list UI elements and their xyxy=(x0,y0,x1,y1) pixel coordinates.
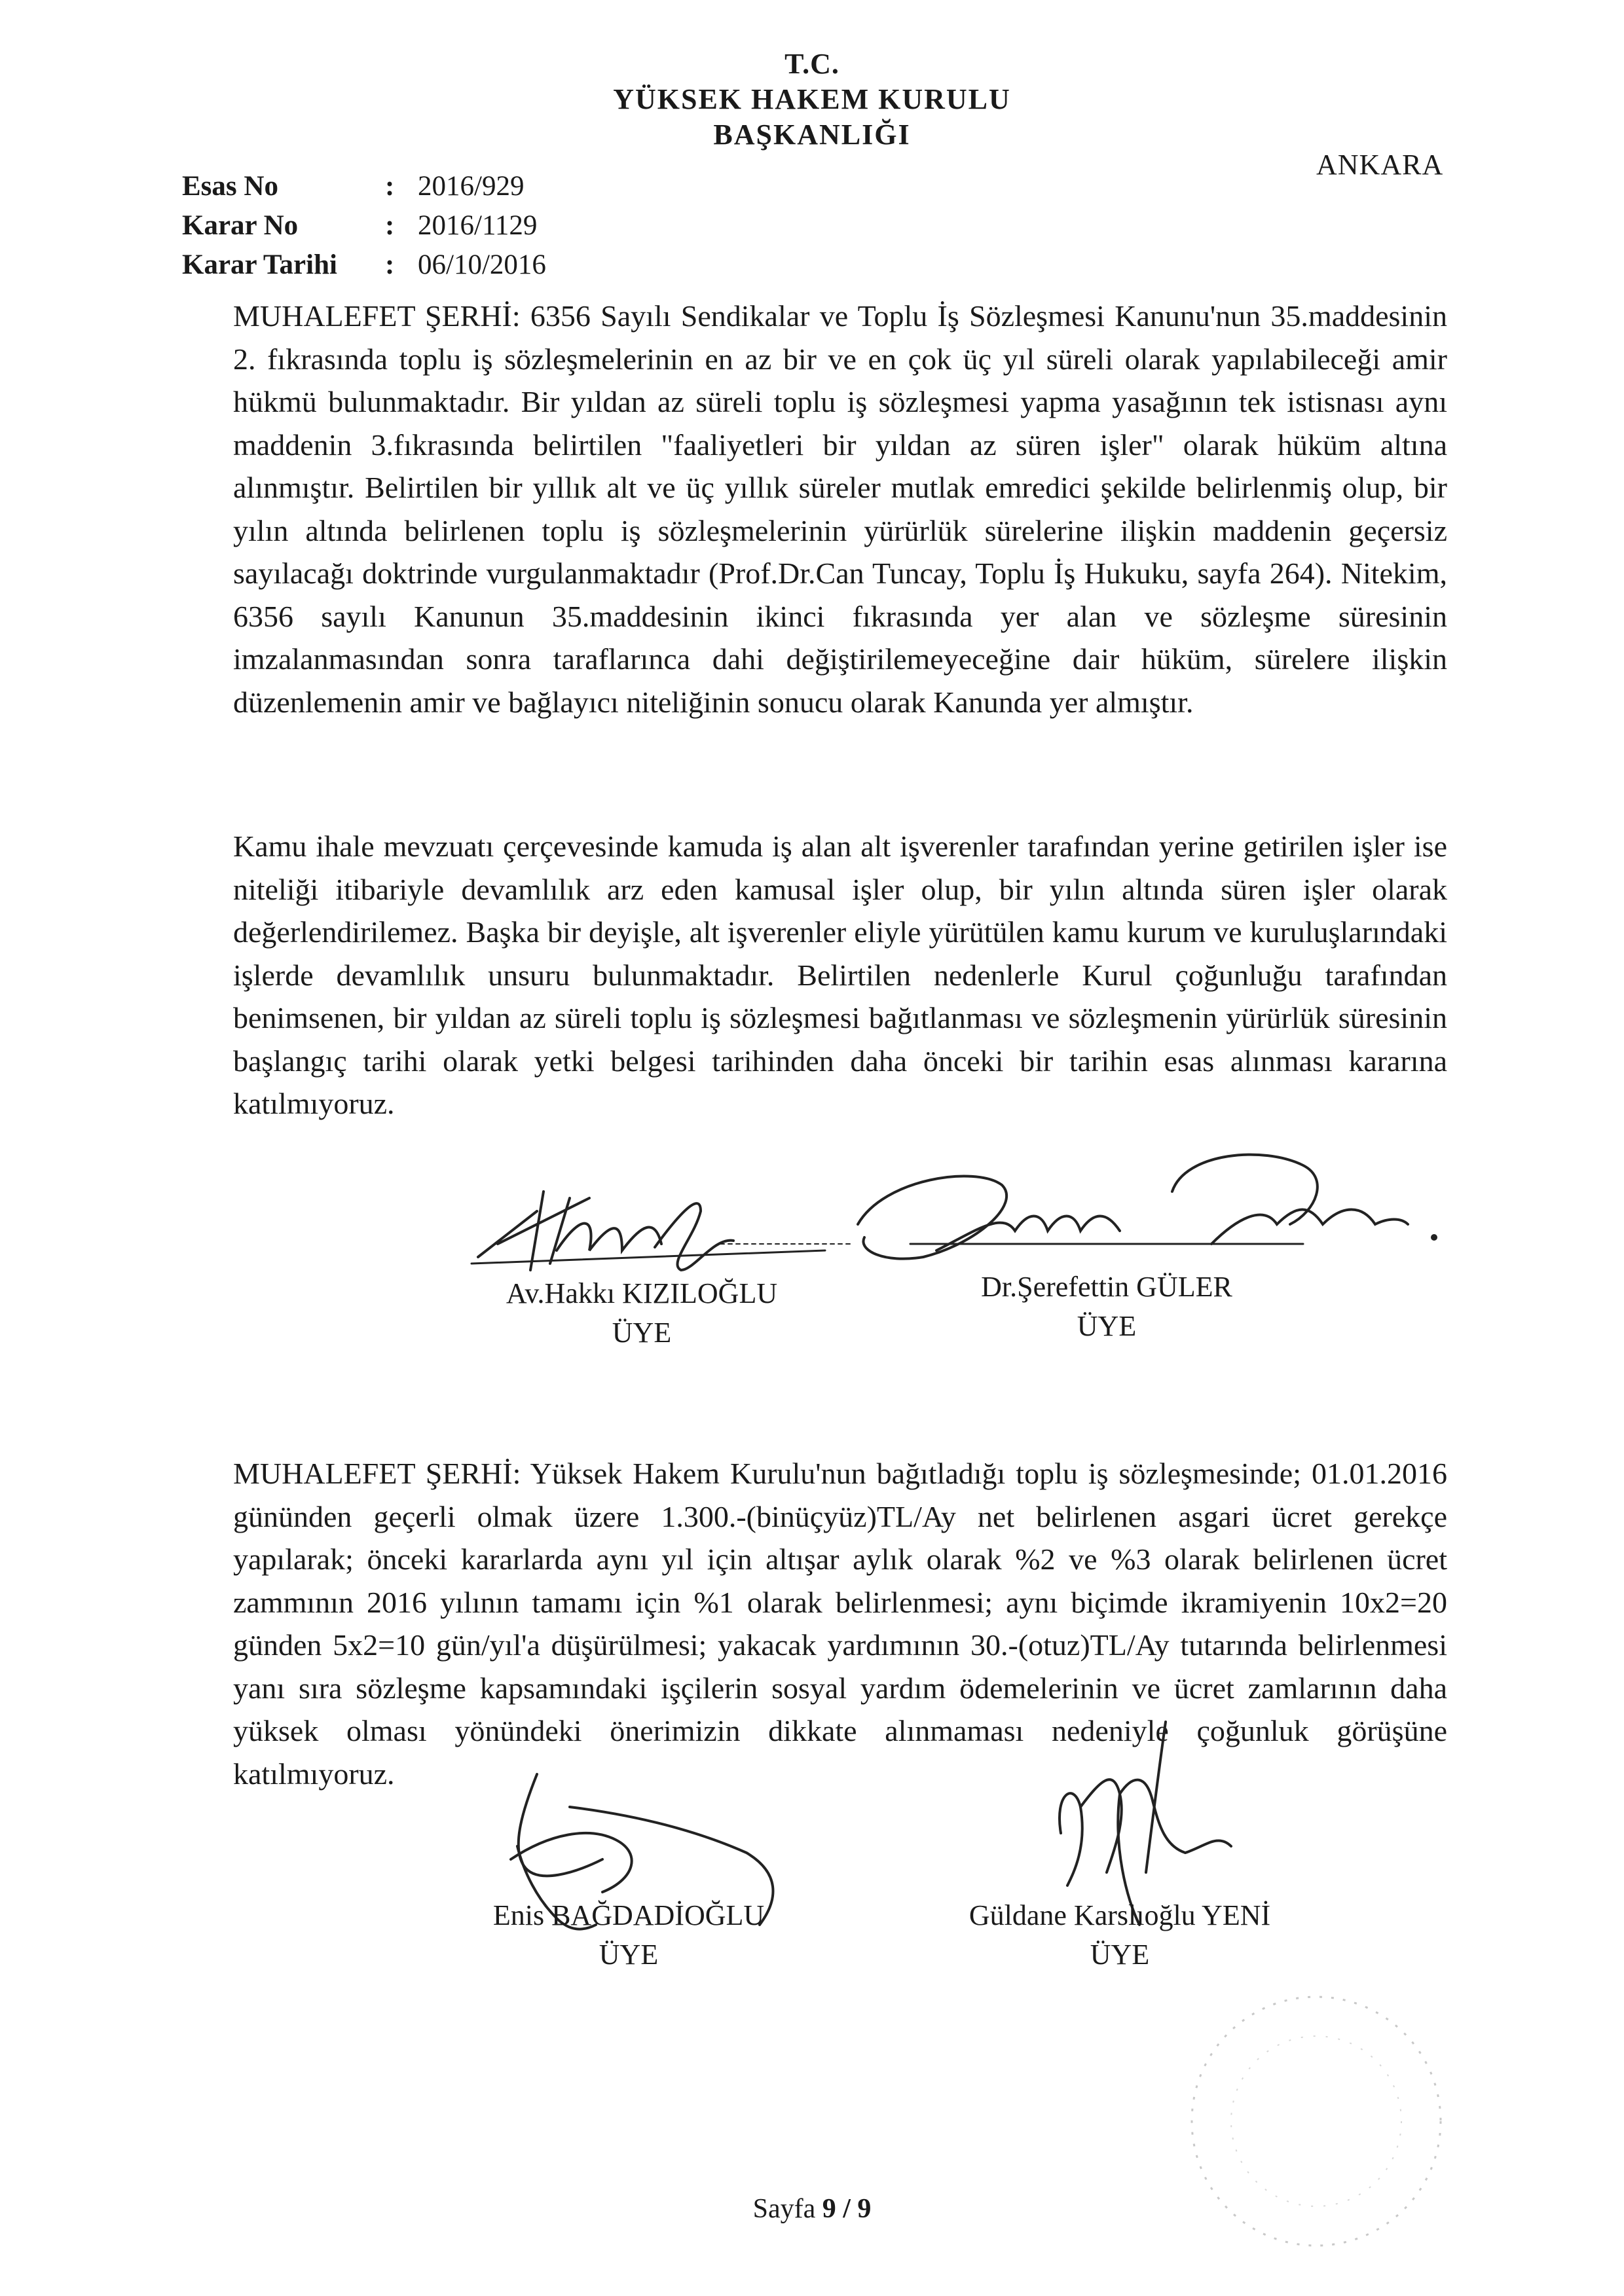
dissent-paragraph-1: MUHALEFET ŞERHİ: 6356 Sayılı Sendikalar ve Toplu İş Sözleşmesi Kanunu'nun 35.maddesinin 2. fıkrasında toplu iş sözleşmelerinin en az bir ve en çok üç yıl süreli olarak yapılabileceği amir hükmü bulunmaktadır. Bir yıldan az süreli toplu iş sözleşmesi yapma yasağının tek istisnası aynı maddenin 3.fıkrasında belirtilen "faaliyetleri bir yıldan az süren işler" olarak hüküm altına alınmıştır. Belirtilen bir yıllık alt ve üç yıllık süreler mutlak emredici şekilde belirlenmiş olup, bir yılın altında belirlenen toplu iş sözleşmelerinin yürürlük sürelerine ilişkin maddenin geçersiz sayılacağı doktrinde vurgulanmaktadır (Prof.Dr.Can Tuncay, Toplu İş Hukuku, sayfa 264). Nitekim, 6356 sayılı Kanunun 35.maddesinin ikinci fıkrasında yer alan ve sözleşme süresinin imzalanmasından sonra taraflarınca dahi değiştirilemeyeceğine dair hüküm, sürelere ilişkin düzenlemenin amir ve bağlayıcı niteliğinin sonucu olarak Kanunda yer almıştır. xyxy=(233,299,1447,719)
page-number xyxy=(0,2193,1624,2225)
signatory-1-name: Av.Hakkı KIZILOĞLU xyxy=(506,1277,778,1309)
signatory-4-name: Güldane Karslıoğlu YENİ xyxy=(969,1899,1271,1931)
signatory-3-role: ÜYE xyxy=(599,1939,659,1971)
tarih-colon: : xyxy=(385,249,395,280)
karar-colon: : xyxy=(385,210,395,241)
tarih-value: 06/10/2016 xyxy=(418,249,546,280)
esas-row xyxy=(182,167,546,206)
header-institution: YÜKSEK HAKEM KURULU xyxy=(613,83,1011,115)
case-metadata xyxy=(182,167,546,285)
tarih-row xyxy=(182,246,546,285)
esas-value: 2016/929 xyxy=(418,171,525,202)
karar-value: 2016/1129 xyxy=(418,210,538,241)
signatory-3-name: Enis BAĞDADİOĞLU xyxy=(492,1899,765,1931)
page-number-prefix: Sayfa xyxy=(752,2194,822,2224)
signatory-2-name: Dr.Şerefettin GÜLER xyxy=(981,1271,1232,1303)
header-tc: T.C. xyxy=(784,48,840,80)
signature-hakki-kiziloglu xyxy=(458,1172,864,1283)
tarih-label: Karar Tarihi xyxy=(182,249,337,280)
signatory-1-role: ÜYE xyxy=(612,1317,672,1349)
karar-row xyxy=(182,206,546,246)
esas-colon: : xyxy=(385,171,395,202)
karar-label: Karar No xyxy=(182,210,299,241)
esas-label: Esas No xyxy=(182,171,278,202)
signatory-2-role: ÜYE xyxy=(1077,1310,1137,1342)
page-number-value: 9 / 9 xyxy=(822,2194,872,2224)
signatory-4-role: ÜYE xyxy=(1090,1939,1150,1971)
header-presidency: BAŞKANLIĞI xyxy=(713,118,911,151)
header-city: ANKARA xyxy=(1316,149,1444,181)
dissent-paragraph-2: Kamu ihale mevzuatı çerçevesinde kamuda iş alan alt işverenler tarafından yerine getirilen işler ise niteliği itibariyle devamlılık arz eden kamusal işler olup, bir yılın altında süren işler olarak değerlendirilemez. Başka bir deyişle, alt işverenler eliyle yürütülen kamu kurum ve kuruluşlarındaki işlerde devamlılık unsuru bulunmaktadır. Belirtilen nedenlerle Kurul çoğunluğu tarafından benimsenen, bir yıldan az süreli toplu iş sözleşmesi bağıtlanması ve sözleşmenin yürürlük süresinin başlangıç tarihi olarak yetki belgesi tarihinden daha önceki bir tarihin esas alınması kararına katılmıyoruz. xyxy=(233,829,1447,1120)
dissent-paragraph-3: MUHALEFET ŞERHİ: Yüksek Hakem Kurulu'nun bağıtladığı toplu iş sözleşmesinde; 01.01.2016 gününden geçerli olmak üzere 1.300.-(binüçyüz)TL/Ay net belirlenen asgari ücret gerekçe yapılarak; önceki kararlarda aynı yıl için altışar aylık olarak %2 ve %3 olarak belirlenen ücret zammının 2016 yılının tamamı için %1 olarak belirlenmesi; aynı biçimde ikramiyenin 10x2=20 günden 5x2=10 gün/yıl'a düşürülmesi; yakacak yardımının 30.-(otuz)TL/Ay tutarında belirlenmesi yanı sıra sözleşme kapsamındaki işçilerin sosyal yardım ödemelerinin ve ücret zamlarının daha yüksek olması yönündeki önerimizin dikkate alınmaması nedeniyle çoğunluk görüşüne katılmıyoruz. xyxy=(233,1457,1447,1791)
